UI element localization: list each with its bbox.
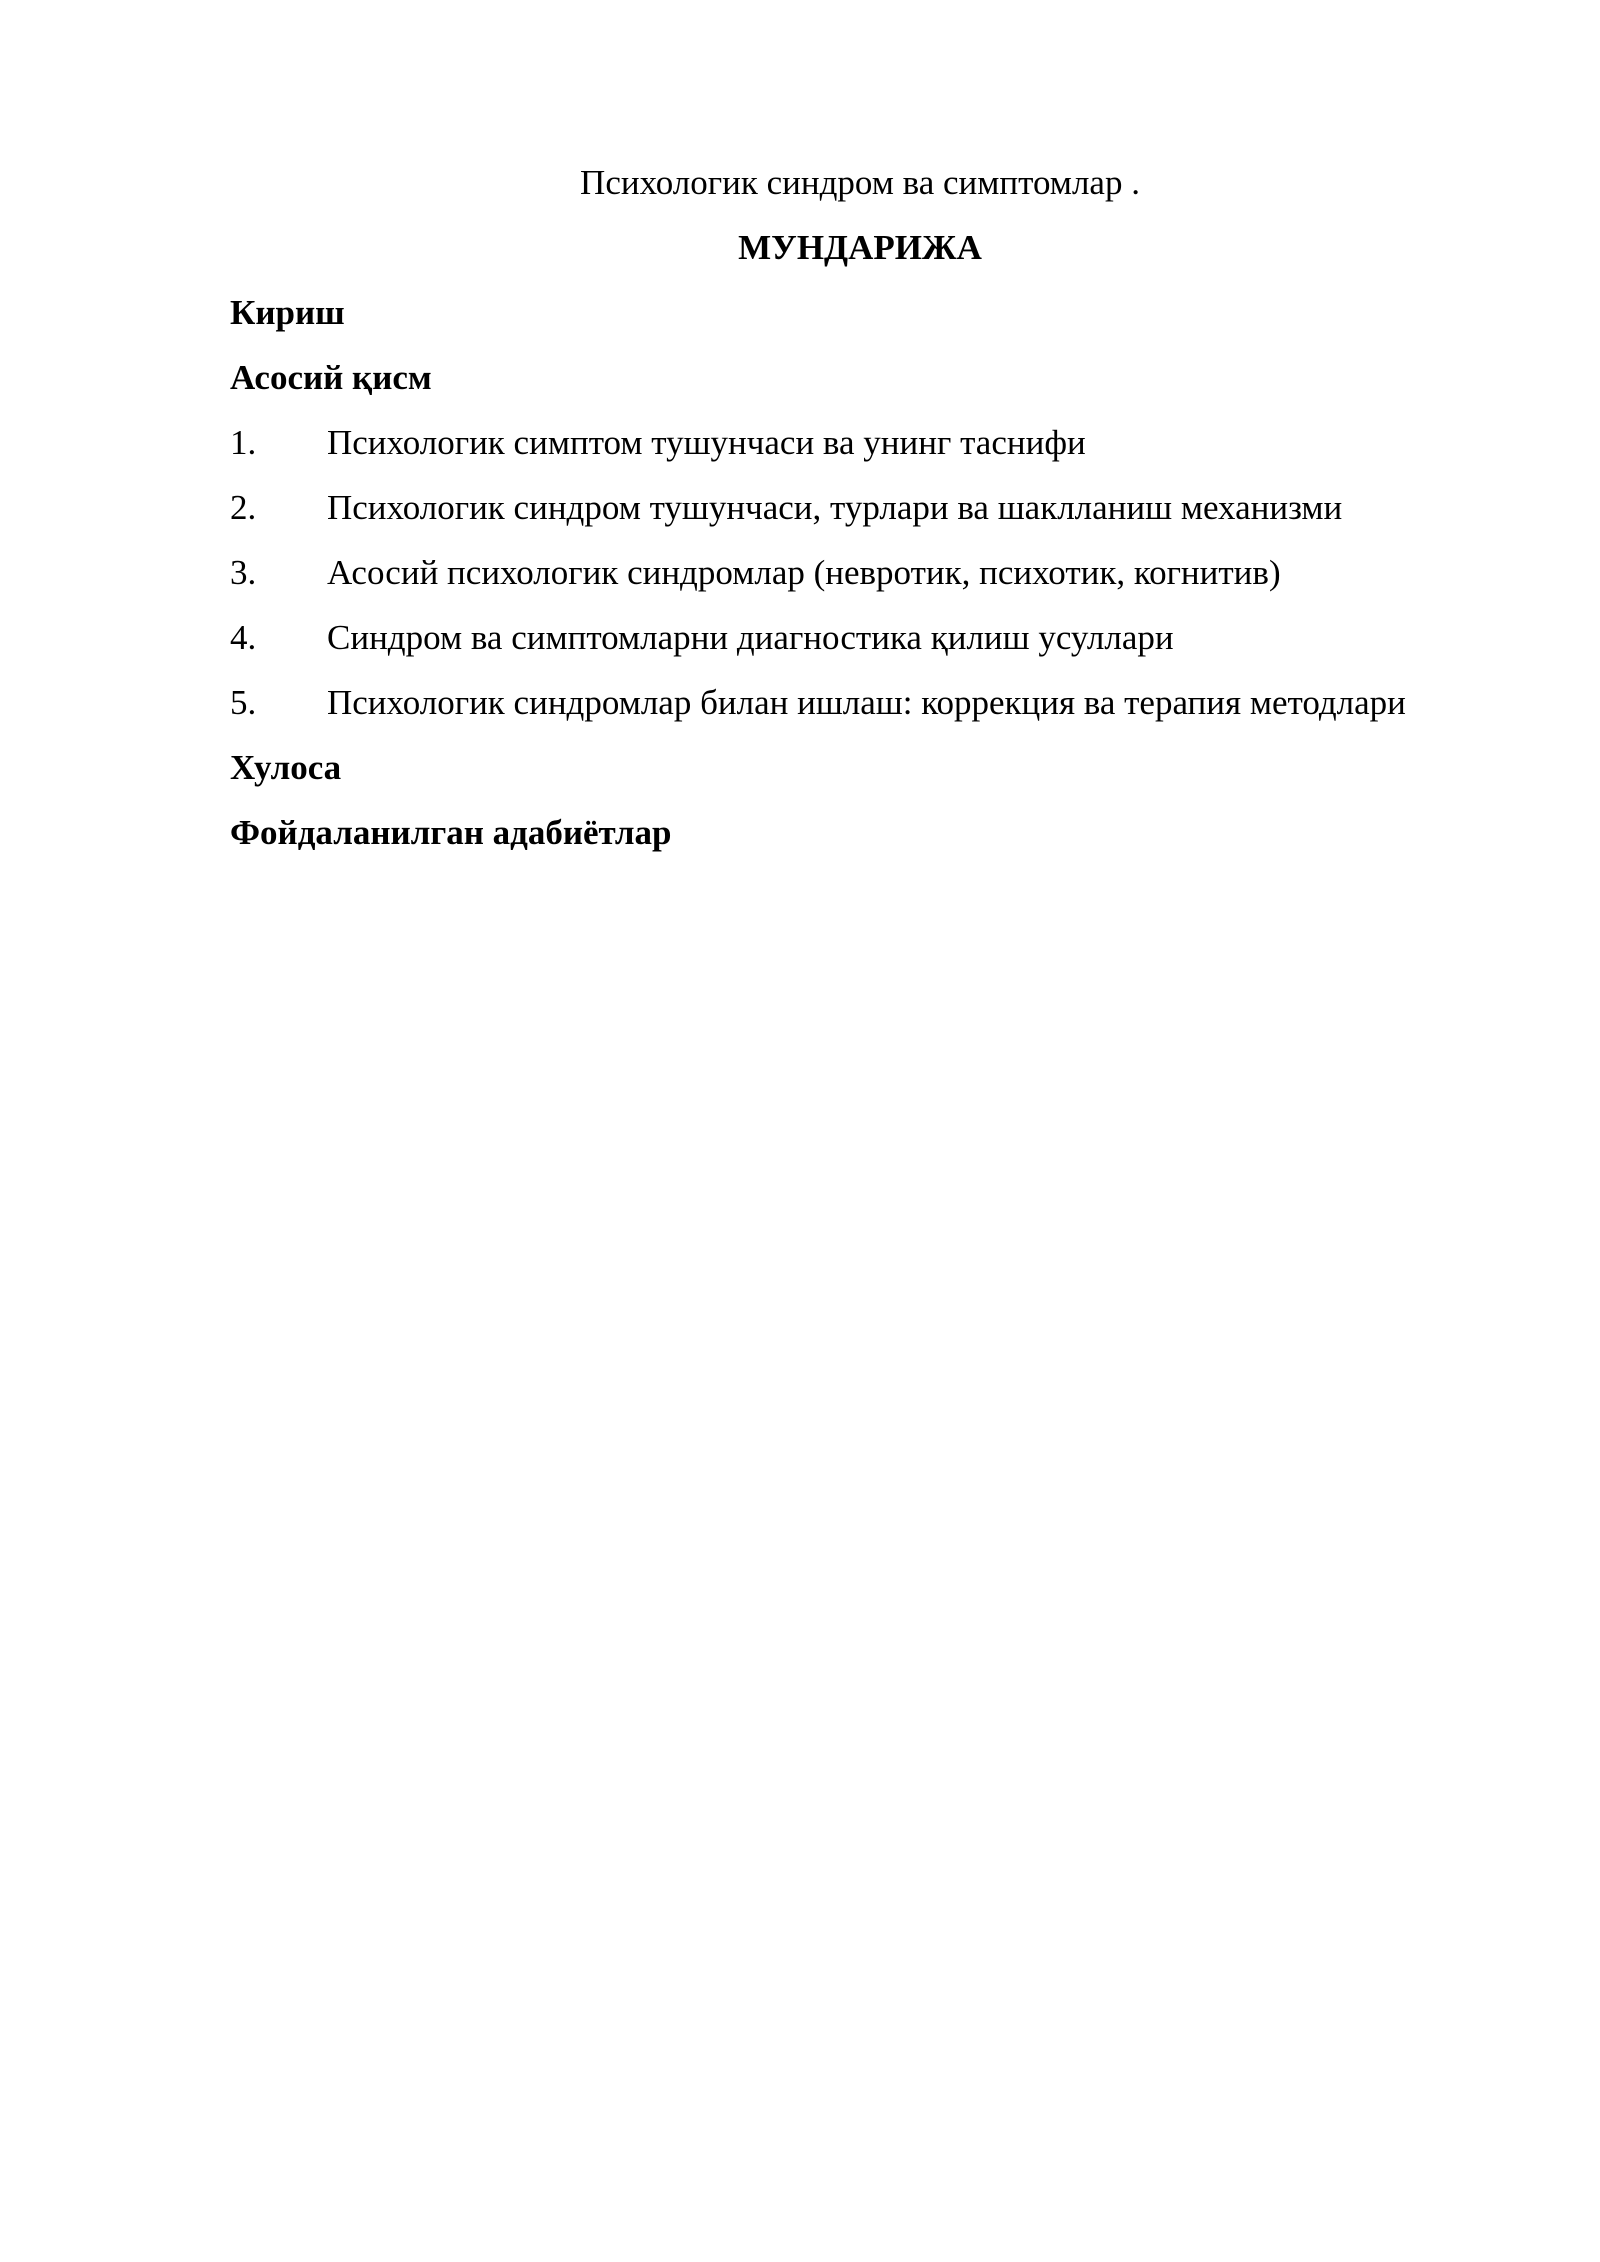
toc-item-number: 3.: [230, 553, 257, 592]
toc-item-text: Асосий психологик синдромлар (невротик, психотик, когнитив): [327, 553, 1281, 592]
toc-item-text: Психологик синдромлар билан ишлаш: коррекция ва терапия методлари: [327, 683, 1406, 722]
toc-entry-references: Фойдаланилган адабиётлар: [230, 813, 672, 852]
toc-item-number: 5.: [230, 683, 257, 722]
toc-list: [230, 410, 1490, 735]
document-content: [230, 150, 1490, 865]
toc-entry-main-part: Асосий қисм: [230, 358, 432, 397]
toc-item: [230, 410, 1490, 475]
toc-item-text: Психологик симптом тушунчаси ва унинг таснифи: [327, 423, 1086, 462]
toc-item-number: 4.: [230, 618, 257, 657]
document-title: Психологик синдром ва симптомлар .: [580, 163, 1140, 202]
toc-item: [230, 670, 1490, 735]
toc-item-number: 2.: [230, 488, 257, 527]
toc-item: [230, 475, 1490, 540]
toc-entry-conclusion: Хулоса: [230, 748, 342, 787]
toc-item-text: Синдром ва симптомларни диагностика қилиш усуллари: [327, 618, 1174, 657]
toc-item: [230, 540, 1490, 605]
toc-item: [230, 605, 1490, 670]
toc-item-number: 1.: [230, 423, 257, 462]
toc-entry-intro: Кириш: [230, 293, 345, 332]
toc-item-text: Психологик синдром тушунчаси, турлари ва шаклланиш механизми: [327, 488, 1343, 527]
toc-heading: МУНДАРИЖА: [738, 228, 982, 267]
